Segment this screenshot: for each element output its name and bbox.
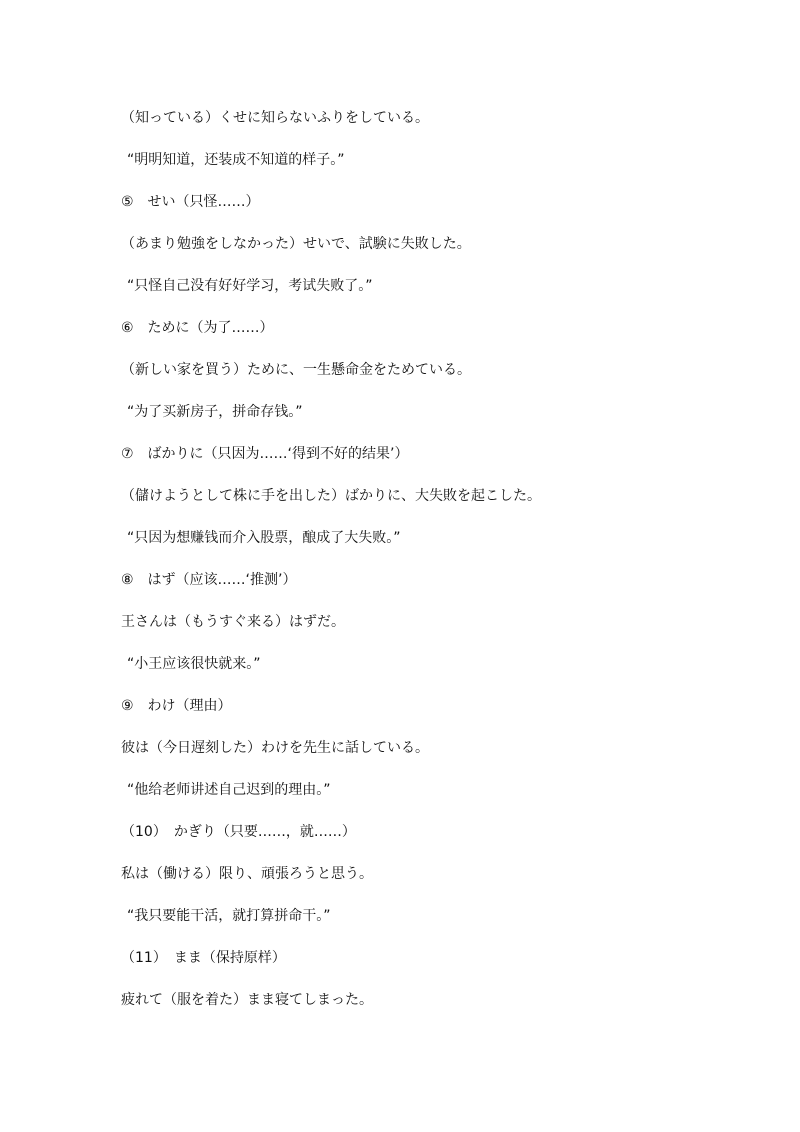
translation-sentence: “只因为想赚钱而介入股票，酿成了大失败。” <box>127 530 401 546</box>
translation-sentence: “他给老师讲述自己迟到的理由。” <box>127 782 331 798</box>
example-sentence: （あまり勉強をしなかった）せいで、試験に失敗した。 <box>121 236 471 252</box>
grammar-heading: ⑥ ために（为了……） <box>121 320 274 336</box>
translation-sentence: “我只要能干活，就打算拼命干。” <box>127 908 331 924</box>
example-sentence: 彼は（今日遅刻した）わけを先生に話している。 <box>121 740 429 756</box>
translation-sentence: “小王应该很快就来。” <box>127 656 261 672</box>
grammar-heading: （10） かぎり（只要……，就……） <box>121 824 356 840</box>
translation-sentence: “只怪自己没有好好学习，考试失败了。” <box>127 278 373 294</box>
example-sentence: （知っている）くせに知らないふりをしている。 <box>121 110 429 126</box>
grammar-heading: ⑤ せい（只怪……） <box>121 194 260 210</box>
grammar-heading: ⑦ ばかりに（只因为……‘得到不好的结果’） <box>121 446 409 462</box>
grammar-heading: ⑨ わけ（理由） <box>121 698 232 714</box>
translation-sentence: “为了买新房子，拼命存钱。” <box>127 404 303 420</box>
translation-sentence: “明明知道，还装成不知道的样子。” <box>127 152 345 168</box>
grammar-heading: ⑧ はず（应该……‘推测’） <box>121 572 297 588</box>
example-sentence: 疲れて（服を着た）まま寝てしまった。 <box>121 992 373 1008</box>
example-sentence: 王さんは（もうすぐ来る）はずだ。 <box>121 614 345 630</box>
example-sentence: （儲けようとして株に手を出した）ばかりに、大失敗を起こした。 <box>121 488 541 504</box>
example-sentence: （新しい家を買う）ために、一生懸命金をためている。 <box>121 362 471 378</box>
example-sentence: 私は（働ける）限り、頑張ろうと思う。 <box>121 866 373 882</box>
grammar-heading: （11） まま（保持原样） <box>121 950 286 966</box>
